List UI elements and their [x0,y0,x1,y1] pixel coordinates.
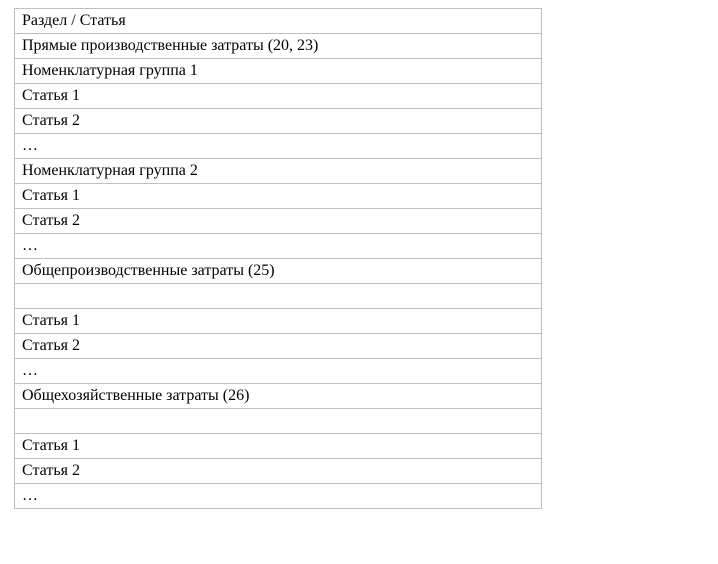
table-row [15,84,542,109]
table-row [15,209,542,234]
group-cell: Номенклатурная группа 1 [15,59,542,84]
cost-items-table [14,8,542,509]
table-row [15,134,542,159]
table-row [15,484,542,509]
item-cell: Статья 1 [15,84,542,109]
ellipsis-cell: … [15,484,542,509]
section-cell: Прямые производственные затраты (20, 23) [15,34,542,59]
item-cell: Статья 1 [15,309,542,334]
table-row [15,434,542,459]
section-row-general-costs [15,384,542,409]
empty-row [15,409,542,434]
ellipsis-cell: … [15,234,542,259]
empty-cell [15,284,542,309]
table-row [15,184,542,209]
group-cell: Номенклатурная группа 2 [15,159,542,184]
item-cell: Статья 1 [15,434,542,459]
group-row [15,159,542,184]
item-cell: Статья 2 [15,209,542,234]
item-cell: Статья 2 [15,334,542,359]
table-row [15,459,542,484]
table-header-row [15,9,542,34]
item-cell: Статья 1 [15,184,542,209]
item-cell: Статья 2 [15,109,542,134]
section-cell: Общехозяйственные затраты (26) [15,384,542,409]
empty-row [15,284,542,309]
table-row [15,334,542,359]
section-cell: Общепроизводственные затраты (25) [15,259,542,284]
empty-cell [15,409,542,434]
table-row [15,309,542,334]
section-row-direct-costs [15,34,542,59]
table-row [15,359,542,384]
section-row-overhead-costs [15,259,542,284]
item-cell: Статья 2 [15,459,542,484]
table-row [15,234,542,259]
ellipsis-cell: … [15,359,542,384]
table-header-cell: Раздел / Статья [15,9,542,34]
ellipsis-cell: … [15,134,542,159]
table-row [15,109,542,134]
group-row [15,59,542,84]
